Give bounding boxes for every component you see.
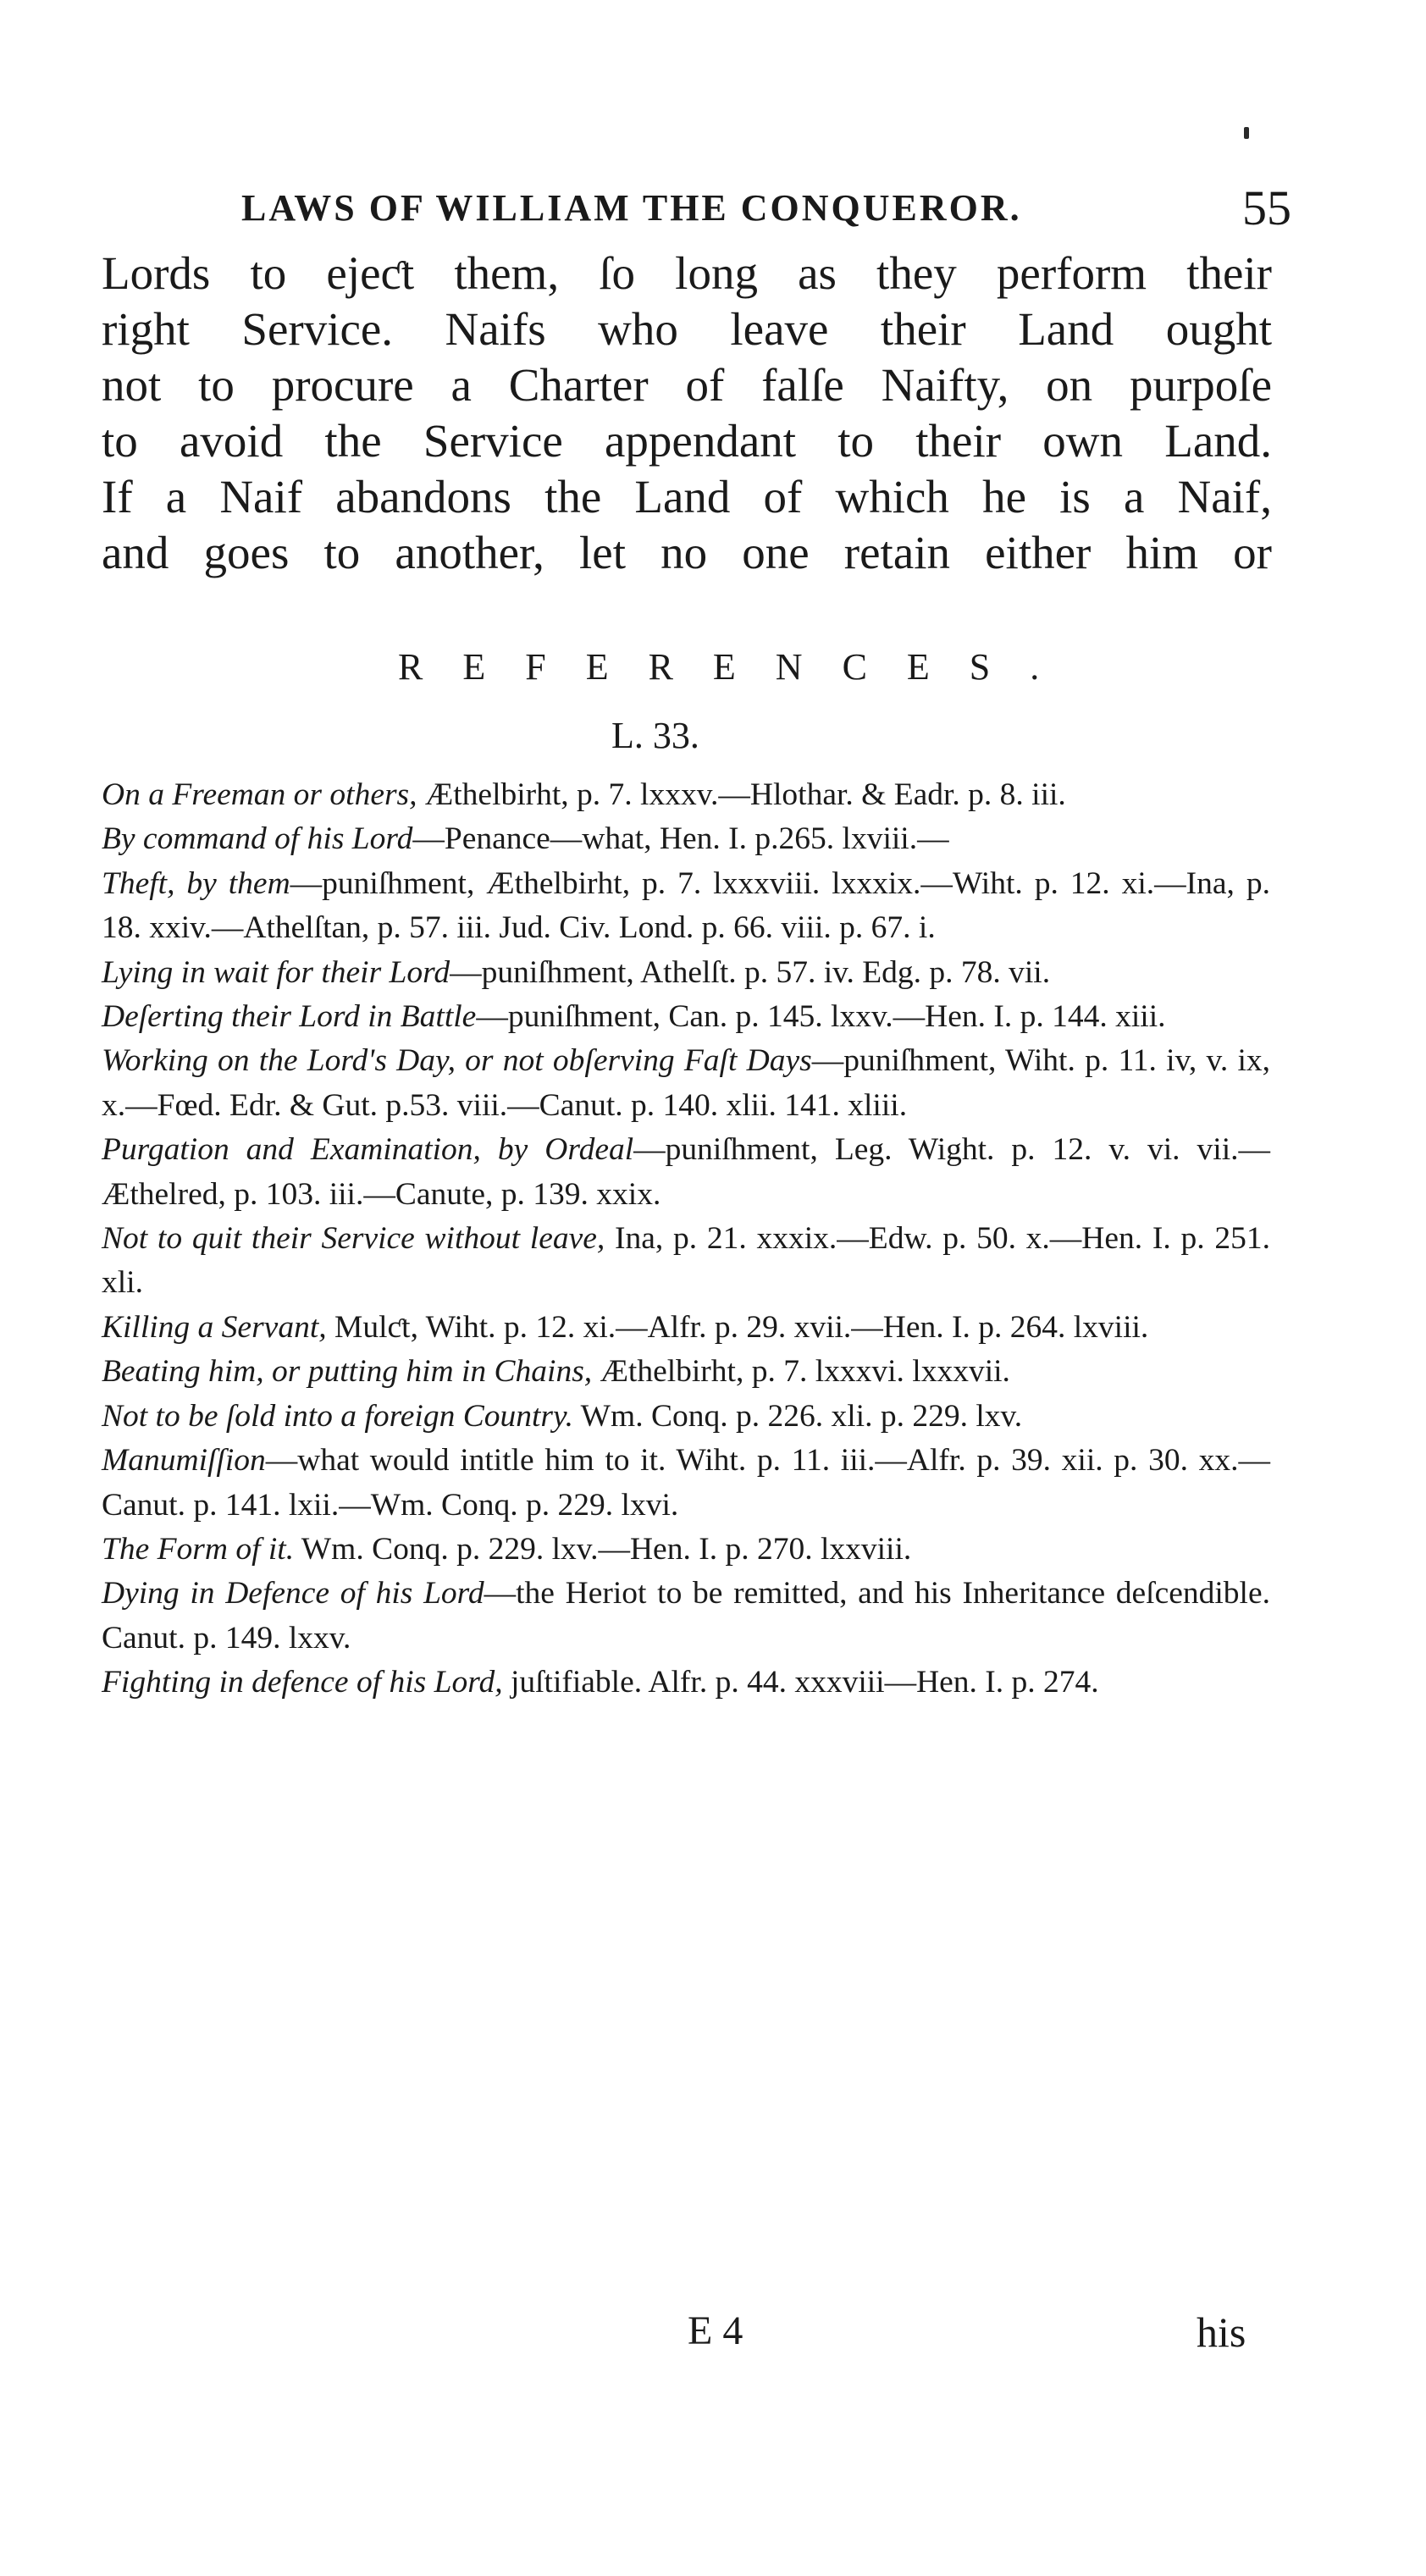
- reference-entry: [102, 1128, 1270, 1217]
- reference-topic: Purgation and Examination, by Ordeal: [102, 1132, 634, 1168]
- reference-citation: —the Heriot to be remitted, and his Inheritance deſcendible. Canut. p. 149. lxxv.: [102, 1576, 1270, 1656]
- reference-topic: Not to quit their Service without leave,: [102, 1221, 605, 1257]
- references-list: [102, 773, 1270, 1705]
- reference-entry: [102, 1039, 1270, 1128]
- reference-topic: Manumiſſion: [102, 1443, 266, 1479]
- body-paragraph: [102, 246, 1272, 581]
- reference-entry: [102, 1528, 1270, 1572]
- reference-citation: Wm. Conq. p. 226. xli. p. 229. lxv.: [572, 1398, 1023, 1434]
- running-head: LAWS OF WILLIAM THE CONQUEROR.: [241, 187, 1022, 229]
- reference-citation: —Penance—what, Hen. I. p.265. lxviii.—: [412, 821, 949, 857]
- reference-entry: [102, 862, 1270, 951]
- reference-topic: Not to be ſold into a foreign Country.: [102, 1398, 573, 1434]
- reference-citation: —puniſhment, Wiht. p. 11. iv, v. ix, x.—Fœd. Edr. & Gut. p.53. viii.—Canut. p. 140. xlii. 141. xliii.: [102, 1043, 1271, 1123]
- reference-topic: Theft, by them: [102, 865, 290, 901]
- reference-topic: On a Freeman or others,: [102, 777, 417, 812]
- body-line: and goes to another, let no one retain either him or: [102, 527, 1272, 578]
- signature-mark: E 4: [688, 2308, 743, 2353]
- law-number: L. 33.: [611, 715, 699, 756]
- catchword: his: [1197, 2308, 1246, 2356]
- reference-topic: Lying in wait for their Lord: [102, 954, 450, 990]
- reference-entry: [102, 817, 1270, 861]
- reference-citation: —puniſhment, Æthelbirht, p. 7. lxxxviii. lxxxix.—Wiht. p. 12. xi.—Ina, p. 18. xxiv.—Athelſtan, p. 57. iii. Jud. Civ. Lond. p. 66. viii. p. 67. i.: [102, 865, 1270, 946]
- reference-entry: [102, 995, 1270, 1039]
- body-line: to avoid the Service appendant to their own Land.: [102, 415, 1272, 467]
- reference-entry: [102, 1395, 1270, 1439]
- reference-citation: Wm. Conq. p. 229. lxv.—Hen. I. p. 270. lxxviii.: [294, 1531, 912, 1567]
- reference-citation: juſtifiable. Alfr. p. 44. xxxviii—Hen. I. p. 274.: [502, 1665, 1099, 1700]
- body-line: not to procure a Charter of falſe Naifty, on purpoſe: [102, 359, 1272, 411]
- reference-topic: Dying in Defence of his Lord: [102, 1576, 484, 1611]
- page-footer: [0, 2308, 1426, 2367]
- reference-citation: —puniſhment, Athelſt. p. 57. iv. Edg. p. 78. vii.: [450, 954, 1051, 990]
- reference-topic: Working on the Lord's Day, or not obſerving Faſt Days: [102, 1043, 812, 1079]
- reference-citation: —puniſhment, Leg. Wight. p. 12. v. vi. vii.—Æthelred, p. 103. iii.—Canute, p. 139. xxix.: [102, 1132, 1271, 1212]
- reference-entry: [102, 1661, 1270, 1705]
- reference-entry: [102, 1572, 1270, 1661]
- reference-citation: Æthelbirht, p. 7. lxxxv.—Hlothar. & Eadr. p. 8. iii.: [417, 777, 1066, 812]
- reference-entry: [102, 951, 1270, 995]
- page-number: 55: [1242, 180, 1291, 235]
- reference-topic: Fighting in defence of his Lord,: [102, 1665, 503, 1700]
- reference-topic: By command of his Lord: [102, 821, 413, 857]
- reference-citation: —puniſhment, Can. p. 145. lxxv.—Hen. I. p. 144. xiii.: [476, 999, 1166, 1035]
- reference-topic: Deſerting their Lord in Battle: [102, 999, 477, 1035]
- body-line: Lords to ejeƈt them, ſo long as they perform their: [102, 247, 1272, 299]
- reference-topic: The Form of it.: [102, 1531, 295, 1567]
- references-heading: REFERENCES.: [398, 646, 1080, 688]
- body-line: If a Naif abandons the Land of which he is a Naif,: [102, 471, 1272, 522]
- reference-entry: [102, 1439, 1270, 1528]
- ink-speck: [1244, 127, 1249, 139]
- reference-citation: —what would intitle him to it. Wiht. p. 11. iii.—Alfr. p. 39. xii. p. 30. xx.—Canut. p. 141. lxii.—Wm. Conq. p. 229. lxvi.: [102, 1443, 1270, 1523]
- body-line: right Service. Naifs who leave their Land ought: [102, 303, 1272, 355]
- page-header: [241, 180, 1291, 234]
- reference-topic: Beating him, or putting him in Chains,: [102, 1354, 593, 1390]
- reference-entry: [102, 1306, 1270, 1350]
- reference-entry: [102, 773, 1270, 817]
- reference-citation: Æthelbirht, p. 7. lxxxvi. lxxxvii.: [592, 1354, 1010, 1390]
- reference-citation: Ina, p. 21. xxxix.—Edw. p. 50. x.—Hen. I. p. 251. xli.: [102, 1221, 1270, 1301]
- reference-entry: [102, 1217, 1270, 1306]
- reference-entry: [102, 1350, 1270, 1394]
- reference-topic: Killing a Servant,: [102, 1309, 327, 1345]
- reference-citation: Mulƈt, Wiht. p. 12. xi.—Alfr. p. 29. xvii.—Hen. I. p. 264. lxviii.: [326, 1309, 1149, 1345]
